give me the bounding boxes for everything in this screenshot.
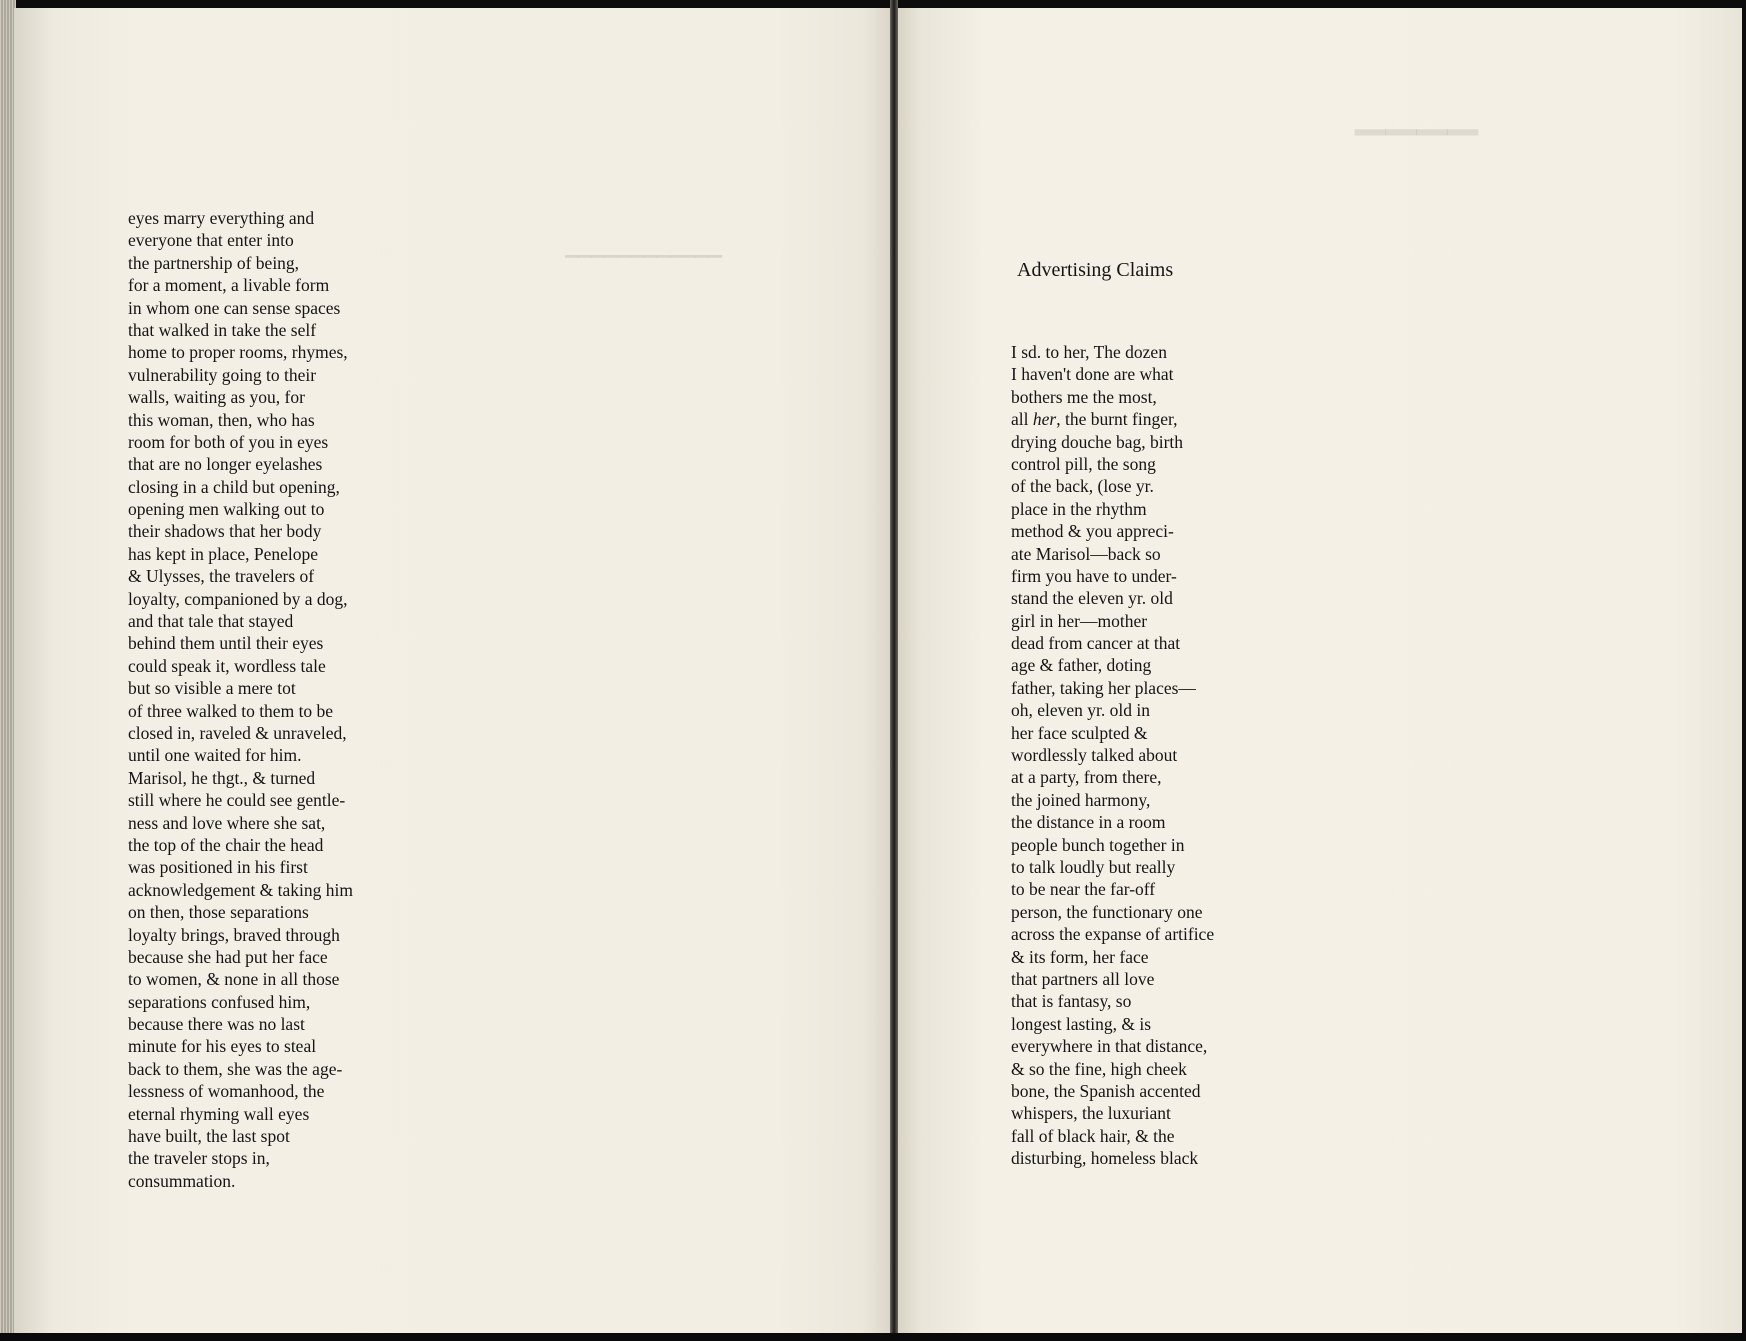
poem-line: longest lasting, & is bbox=[1011, 1013, 1151, 1034]
poem-line: everyone that enter into bbox=[128, 230, 294, 251]
poem-line: eternal rhyming wall eyes bbox=[128, 1103, 310, 1124]
poem-line: their shadows that her body bbox=[128, 521, 322, 542]
poem-line: but so visible a mere tot bbox=[128, 678, 296, 699]
poem-line: the joined harmony, bbox=[1011, 789, 1151, 810]
poem-line: separations confused him, bbox=[128, 991, 311, 1012]
poem-line: vulnerability going to their bbox=[128, 364, 317, 385]
poem-line: that walked in take the self bbox=[128, 319, 317, 340]
poem-line: father, taking her places— bbox=[1011, 677, 1196, 698]
poem-line: drying douche bag, birth bbox=[1011, 431, 1184, 452]
poem-line: I haven't done are what bbox=[1011, 364, 1174, 385]
poem-line: because she had put her face bbox=[128, 946, 328, 967]
bottom-edge bbox=[0, 1333, 1746, 1341]
poem-line: for a moment, a livable form bbox=[128, 275, 330, 296]
poem-line: dead from cancer at that bbox=[1011, 633, 1181, 654]
poem-line: & so the fine, high cheek bbox=[1011, 1058, 1187, 1079]
poem-line: closed in, raveled & unraveled, bbox=[128, 722, 347, 743]
poem-line: this woman, then, who has bbox=[128, 409, 315, 430]
poem-line: and that tale that stayed bbox=[128, 611, 294, 632]
poem-line: person, the functionary one bbox=[1011, 901, 1203, 922]
bleed-through-title: ▔▔▔▔▔▔▔▔▔▔▔▔ bbox=[565, 256, 722, 275]
poem-line: control pill, the song bbox=[1011, 453, 1156, 474]
poem-line: consummation. bbox=[128, 1170, 236, 1191]
poem-line: I sd. to her, The dozen bbox=[1011, 342, 1167, 362]
poem-line: loyalty brings, braved through bbox=[128, 924, 340, 945]
poem-line: to be near the far-off bbox=[1011, 879, 1156, 900]
poem-line: across the expanse of artifice bbox=[1011, 924, 1215, 945]
poem-line: fall of black hair, & the bbox=[1011, 1125, 1175, 1146]
poem-line: to talk loudly but really bbox=[1011, 856, 1176, 877]
poem-line: the traveler stops in, bbox=[128, 1148, 270, 1169]
poem-line: girl in her—mother bbox=[1011, 610, 1148, 631]
poem-line: behind them until their eyes bbox=[128, 633, 324, 654]
poem-line: method & you appreci- bbox=[1011, 521, 1174, 542]
poem-line: could speak it, wordless tale bbox=[128, 655, 326, 676]
poem-title: Advertising Claims bbox=[1017, 259, 1174, 281]
poem-line: opening men walking out to bbox=[128, 499, 325, 520]
poem-line: Marisol, he thgt., & turned bbox=[128, 767, 316, 788]
poem-line: & Ulysses, the travelers of bbox=[128, 566, 315, 587]
poem-line: until one waited for him. bbox=[128, 745, 302, 766]
poem-line: acknowledgement & taking him bbox=[128, 879, 354, 900]
poem-line: the distance in a room bbox=[1011, 812, 1166, 833]
poem-line: in whom one can sense spaces bbox=[128, 297, 341, 318]
poem-line: bone, the Spanish accented bbox=[1011, 1080, 1201, 1101]
left-poem-body bbox=[128, 207, 418, 1192]
poem-line: walls, waiting as you, for bbox=[128, 387, 305, 408]
right-poem-body bbox=[1011, 341, 1281, 1169]
poem-line: ate Marisol—back so bbox=[1011, 543, 1161, 564]
poem-line: stand the eleven yr. old bbox=[1011, 588, 1173, 609]
poem-line: firm you have to under- bbox=[1011, 565, 1177, 586]
poem-line: of three walked to them to be bbox=[128, 700, 334, 721]
poem-line: all her, the burnt finger, bbox=[1011, 409, 1178, 430]
poem-line: everywhere in that distance, bbox=[1011, 1036, 1208, 1057]
poem-line: back to them, she was the age- bbox=[128, 1058, 343, 1079]
poem-line: people bunch together in bbox=[1011, 834, 1185, 855]
poem-line: place in the rhythm bbox=[1011, 498, 1147, 519]
poem-line: whispers, the luxuriant bbox=[1011, 1103, 1171, 1124]
poem-line: & its form, her face bbox=[1011, 946, 1149, 967]
poem-line: eyes marry everything and bbox=[128, 208, 315, 228]
poem-line: oh, eleven yr. old in bbox=[1011, 700, 1151, 721]
poem-line: the top of the chair the head bbox=[128, 834, 324, 855]
poem-line: that is fantasy, so bbox=[1011, 991, 1132, 1012]
poem-line: wordlessly talked about bbox=[1011, 745, 1178, 766]
poem-line: at a party, from there, bbox=[1011, 767, 1162, 788]
poem-line: still where he could see gentle- bbox=[128, 790, 346, 811]
poem-line: that are no longer eyelashes bbox=[128, 454, 323, 475]
poem-line: of the back, (lose yr. bbox=[1011, 476, 1154, 497]
poem-line: her face sculpted & bbox=[1011, 722, 1148, 743]
poem-line: bothers me the most, bbox=[1011, 386, 1157, 407]
bleed-through-heading: ▔▔▔▔ bbox=[1355, 131, 1479, 176]
poem-line: closing in a child but opening, bbox=[128, 476, 340, 497]
poem-line: the partnership of being, bbox=[128, 252, 300, 273]
poem-line: home to proper rooms, rhymes, bbox=[128, 342, 348, 363]
poem-line: have built, the last spot bbox=[128, 1126, 290, 1147]
book-gutter bbox=[890, 0, 898, 1341]
poem-line: has kept in place, Penelope bbox=[128, 543, 319, 564]
poem-line: was positioned in his first bbox=[128, 857, 308, 878]
poem-line: loyalty, companioned by a dog, bbox=[128, 588, 348, 609]
poem-line: disturbing, homeless black bbox=[1011, 1148, 1199, 1169]
poem-line: because there was no last bbox=[128, 1014, 305, 1035]
poem-line: minute for his eyes to steal bbox=[128, 1036, 317, 1057]
poem-line: that partners all love bbox=[1011, 968, 1155, 989]
poem-line: on then, those separations bbox=[128, 902, 309, 923]
poem-line: to women, & none in all those bbox=[128, 969, 340, 990]
poem-line: ness and love where she sat, bbox=[128, 812, 326, 833]
poem-line: room for both of you in eyes bbox=[128, 431, 329, 452]
poem-line: lessness of womanhood, the bbox=[128, 1081, 325, 1102]
poem-line: age & father, doting bbox=[1011, 655, 1152, 676]
